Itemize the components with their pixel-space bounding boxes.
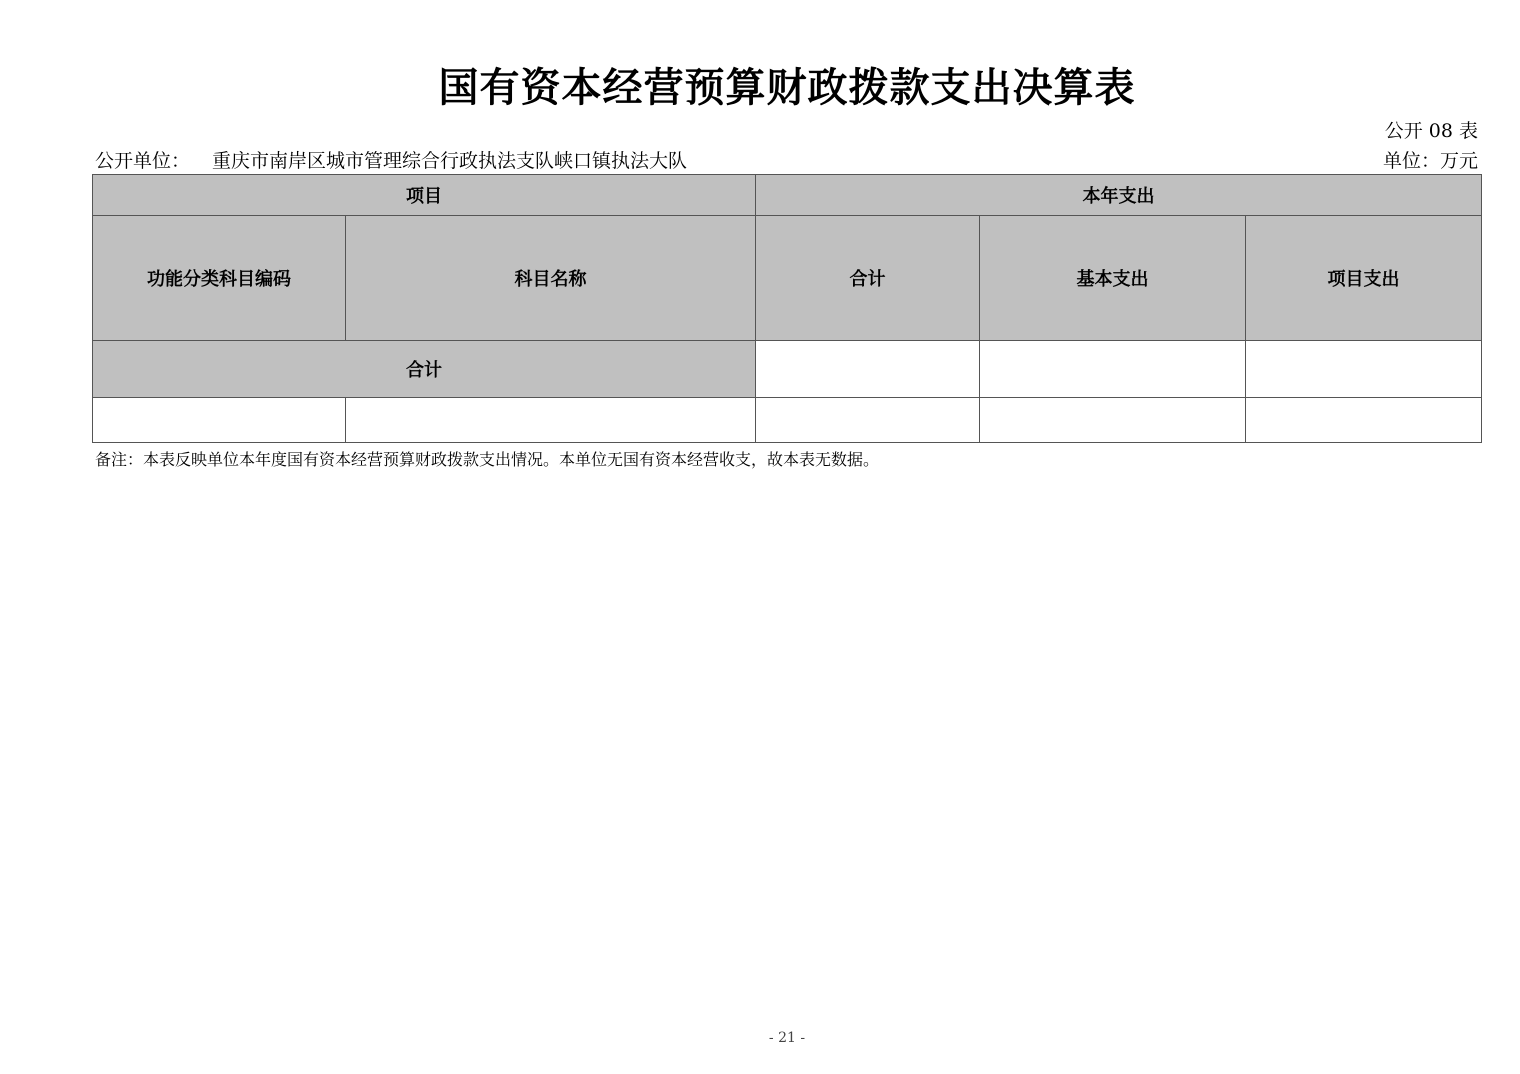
total-row-label: 合计 bbox=[93, 341, 756, 398]
form-code: 公开 08 表 bbox=[1384, 120, 1478, 142]
table-row bbox=[93, 398, 1482, 443]
total-row-total bbox=[756, 341, 980, 398]
header-project: 项目支出 bbox=[1246, 216, 1482, 341]
page-number: - 21 - bbox=[768, 1030, 806, 1046]
column-header-row bbox=[93, 216, 1482, 341]
currency-unit: 单位：万元 bbox=[1382, 150, 1478, 172]
reporting-unit-name: 重庆市南岸区城市管理综合行政执法支队峡口镇执法大队 bbox=[212, 150, 688, 172]
header-item: 项目 bbox=[93, 175, 756, 216]
header-current-year-expense: 本年支出 bbox=[756, 175, 1482, 216]
group-header-row bbox=[93, 175, 1482, 216]
total-row-basic bbox=[980, 341, 1246, 398]
row-total bbox=[756, 398, 980, 443]
row-name bbox=[346, 398, 756, 443]
reporting-unit-label: 公开单位： bbox=[95, 150, 191, 172]
page-title: 国有资本经营预算财政拨款支出决算表 bbox=[438, 64, 1136, 111]
header-code: 功能分类科目编码 bbox=[93, 216, 346, 341]
expense-table bbox=[92, 174, 1482, 443]
header-name: 科目名称 bbox=[346, 216, 756, 341]
header-basic: 基本支出 bbox=[980, 216, 1246, 341]
total-row bbox=[93, 341, 1482, 398]
total-row-project bbox=[1246, 341, 1482, 398]
row-project bbox=[1246, 398, 1482, 443]
reporting-unit bbox=[95, 146, 687, 173]
row-basic bbox=[980, 398, 1246, 443]
header-total: 合计 bbox=[756, 216, 980, 341]
row-code bbox=[93, 398, 346, 443]
table-note: 备注：本表反映单位本年度国有资本经营预算财政拨款支出情况。本单位无国有资本经营收支，故本表无数据。 bbox=[95, 450, 880, 469]
